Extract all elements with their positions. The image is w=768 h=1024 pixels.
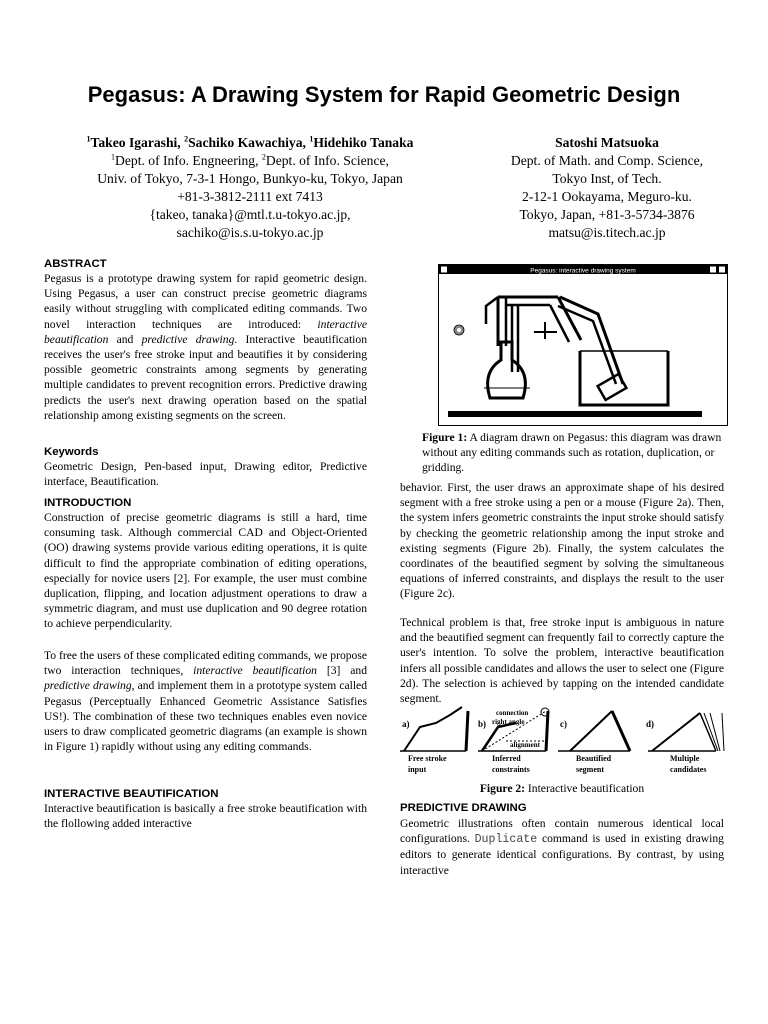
introduction-heading: INTRODUCTION — [44, 497, 132, 509]
predictive-drawing-heading: PREDICTIVE DRAWING — [400, 802, 527, 814]
figure-1-caption: Figure 1: A diagram drawn on Pegasus: this diagram was drawn without any editing commands such as rotation, duplication, or gridding. — [422, 431, 722, 475]
panel-d-strokes — [648, 713, 724, 751]
affiliation-line: $^1$Dept. of Info. Engneering, $^2$Dept. of Info. Science, — [111, 152, 389, 168]
email-line: {takeo, tanaka}@mtl.t.u-tokyo.ac.jp, — [149, 207, 351, 222]
address-line: Tokyo, Japan, +81-3-5734-3876 — [519, 207, 695, 222]
email-line: matsu@is.titech.ac.jp — [548, 225, 666, 240]
sublabel-constraints: constraints — [492, 765, 530, 774]
connection-label: connection — [496, 709, 529, 717]
author-name-right: Satoshi Matsuoka — [555, 135, 659, 150]
sublabel-segment: segment — [576, 765, 604, 774]
keywords-text: Geometric Design, Pen-based input, Drawing editor, Predictive interface, Beautification. — [44, 460, 367, 489]
pen-icon — [454, 325, 464, 335]
body-paragraph: Technical problem is that, free stroke input is ambiguous in nature and the beautified segment can frequently fail to correctly capture the user's intention. To solve the problem, interactive beautification infers all possible candidates and allows the user to select one (Figure 2d). The selection is achieved by tapping on the intended candidate segment. — [400, 616, 724, 706]
panel-label-b: b) — [478, 719, 487, 729]
sublabel-candidates: candidates — [670, 765, 707, 774]
figure-1-screenshot — [438, 264, 728, 426]
panel-label-d: d) — [646, 719, 655, 729]
right-angle-label: right angle — [492, 718, 525, 726]
paper-title: Pegasus: A Drawing System for Rapid Geometric Design — [87, 82, 681, 107]
sublabel-beautified: Beautified — [576, 754, 612, 763]
figure-2-caption: Figure 2: Interactive beautification — [479, 782, 645, 795]
email-line: sachiko@is.s.u-tokyo.ac.jp — [176, 225, 324, 240]
address-line: Univ. of Tokyo, 7-3-1 Hongo, Bunkyo-ku, Tokyo, Japan — [97, 171, 403, 186]
authors-left — [30, 134, 470, 242]
introduction-paragraph: Construction of precise geometric diagrams is still a hard, time consuming task. Although commercial CAD and Object-Oriented (OO) drawing systems provide various editing operations, it is quite difficult to find the appropriate combination of editing operations, especially for novice users [2]. For example, the user must combine duplication, flipping, and location adjustment operations to draw a symmetric diagram, and must use duplication and 90 degree rotation to achieve perpendicularity. — [44, 511, 367, 631]
address-line: 2-12-1 Ookayama, Meguro-ku. — [522, 189, 692, 204]
affiliation-line: Dept. of Math. and Comp. Science, — [510, 153, 704, 168]
figure-2-diagram — [398, 705, 728, 780]
abstract-text: Pegasus is a prototype drawing system for rapid geometric design. Using Pegasus, a user can construct precise geometric diagrams easily without struggling with complicated editing commands. Two novel interaction techniques are introduced: interactive beautification and predictive drawing. Interactive beautification receives the user's free stroke input and beautifies it by considering possible geometric constraints among segments by generating multiple candidates to prevent recognition errors. Predictive drawing predicts the user's next drawing operation based on the spatial relationship among existing segments on the screen. — [44, 272, 367, 422]
keywords-heading: Keywords — [44, 446, 99, 458]
abstract-heading: ABSTRACT — [44, 258, 107, 270]
interactive-beautification-text: Interactive beautification is basically a free stroke beautification with the flollowing added interactive — [44, 802, 367, 831]
alignment-label: alignment — [510, 741, 540, 749]
body-paragraph: behavior. First, the user draws an approximate shape of his desired segment with a free stroke using a pen or a mouse (Figure 2a). Then, the system infers geometric constraints the input stroke should satisfy by checking the geometric relationship among the input stroke and existing segments (Figure 2b). Finally, the system calculates the coordinates of the beautified segment by solving the simultaneous equations of inferred constraints, and displays the result to the user (Figure 2c). — [400, 481, 724, 601]
affiliation-line: Tokyo Inst, of Tech. — [552, 171, 662, 186]
sublabel-free-stroke: Free stroke — [408, 754, 447, 763]
panel-c-strokes — [558, 711, 630, 751]
window-title: Pegasus: interactive drawing system — [530, 267, 636, 275]
sublabel-input: input — [408, 765, 427, 774]
interactive-beautification-heading: INTERACTIVE BEAUTIFICATION — [44, 788, 219, 800]
sublabel-inferred: Inferred — [492, 754, 521, 763]
author-names-left: $^1$Takeo Igarashi, $^2$Sachiko Kawachiya, $^1$Hidehiko Tanaka — [86, 134, 414, 150]
phone-line: +81-3-3812-2111 ext 7413 — [177, 189, 323, 204]
sublabel-multiple: Multiple — [670, 754, 700, 763]
predictive-drawing-text: Geometric illustrations often contain numerous identical local configurations. Duplicate command is used in existing drawing editors to generate identical configurations. By contrast, by using interactive — [400, 817, 724, 877]
introduction-paragraph: To free the users of these complicated editing commands, we propose two interaction techniques, interactive beautification [3] and predictive drawing, and implement them in a prototype system called Pegasus (Perceptually Enhanced Geometric Assistance Satisfies US!). The combination of these two techniques enables even novice users to draw complicated geometric diagrams (an example is shown in Figure 1) rapidly without using any editing commands. — [44, 649, 367, 754]
panel-label-a: a) — [402, 719, 410, 729]
panel-label-c: c) — [560, 719, 567, 729]
authors-right — [472, 134, 742, 242]
panel-a-strokes — [400, 707, 468, 751]
